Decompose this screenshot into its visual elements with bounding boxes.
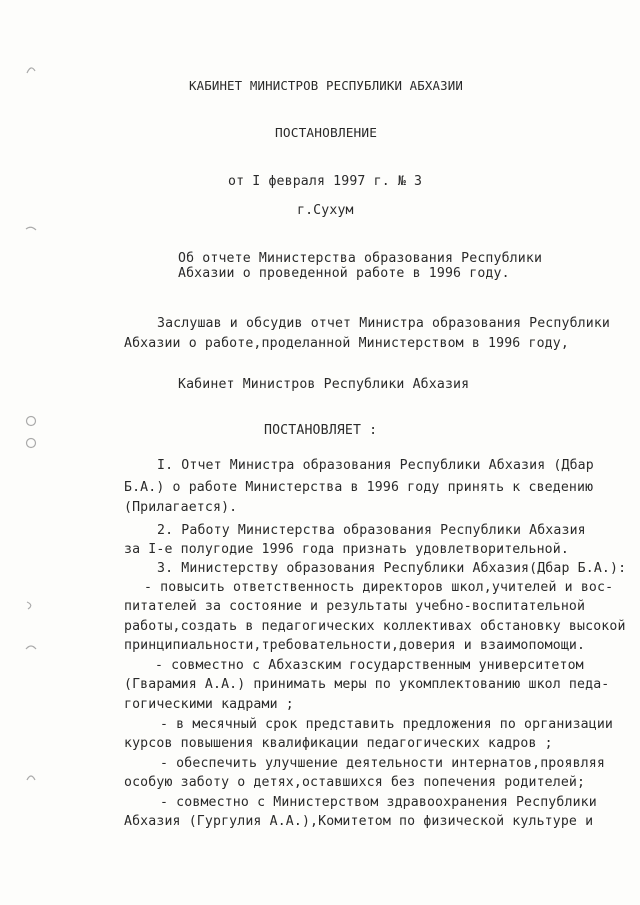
item-line: (Прилагается). <box>124 500 238 515</box>
margin-mark-icon <box>24 640 38 654</box>
decree-word: ПОСТАНОВЛЯЕТ : <box>264 423 378 438</box>
item-line: I. Отчет Министра образования Республики Абхазия (Дбар <box>157 458 594 473</box>
item-line: гогическими кадрами ; <box>124 697 294 712</box>
subject-line: Об отчете Министерства образования Республики <box>178 251 543 266</box>
cabinet-line: Кабинет Министров Республики Абхазия <box>178 377 470 392</box>
item-line: Б.А.) о работе Министерства в 1996 году принять к сведению <box>124 480 594 495</box>
item-line: Абхазия (Гургулия А.А.),Комитетом по физической культуре и <box>124 814 594 829</box>
item-line: 3. Министерству образования Республики Абхазия(Дбар Б.А.): <box>157 561 627 576</box>
item-line: 2. Работу Министерства образования Республики Абхазия <box>157 523 586 538</box>
item-line: - повысить ответственность директоров школ,учителей и вос- <box>144 580 614 595</box>
item-line: за I-е полугодие 1996 года признать удовлетворительной. <box>124 542 569 557</box>
item-line: принципиальности,требовательности,доверия и взаимопомощи. <box>124 638 586 653</box>
punch-hole-icon <box>24 436 38 450</box>
document-type: ПОСТАНОВЛЕНИЕ <box>275 126 378 141</box>
punch-hole-icon <box>24 414 38 428</box>
item-line: (Гвaрамия А.А.) принимать меры по укомплектованию школ педа- <box>124 677 610 692</box>
item-line: - совместно с Абхазским государственным университетом <box>155 658 584 673</box>
item-line: особую заботу о детях,оставшихся без попечения родителей; <box>124 775 586 790</box>
item-line: - обеспечить улучшение деятельности интернатов,проявляя <box>160 756 605 771</box>
margin-mark-icon <box>24 770 38 784</box>
city: г.Сухум <box>297 203 354 218</box>
subject-line: Абхазии о проведенной работе в 1996 году. <box>178 266 510 281</box>
item-line: - совместно с Министерством здравоохранения Республики <box>160 795 597 810</box>
item-line: - в месячный срок представить предложения по организации <box>160 717 614 732</box>
cabinet-title: КАБИНЕТ МИНИСТРОВ РЕСПУБЛИКИ АБХАЗИИ <box>189 78 463 93</box>
preamble-line: Абхазии о работе,проделанной Министерством в 1996 году, <box>124 336 569 351</box>
margin-mark-icon <box>24 598 38 612</box>
item-line: курсов повышения квалификации педагогических кадров ; <box>124 736 553 751</box>
preamble-line: Заслушав и обсудив отчет Министра образования Республики <box>157 316 611 331</box>
date-number: от I февраля 1997 г. № 3 <box>228 174 423 189</box>
item-line: работы,создать в педагогических коллективах обстановку высокой <box>124 619 626 634</box>
item-line: питателей за состояние и результаты учебно-воспитательной <box>124 599 586 614</box>
margin-mark-icon <box>24 222 38 236</box>
margin-mark-icon <box>24 62 38 76</box>
